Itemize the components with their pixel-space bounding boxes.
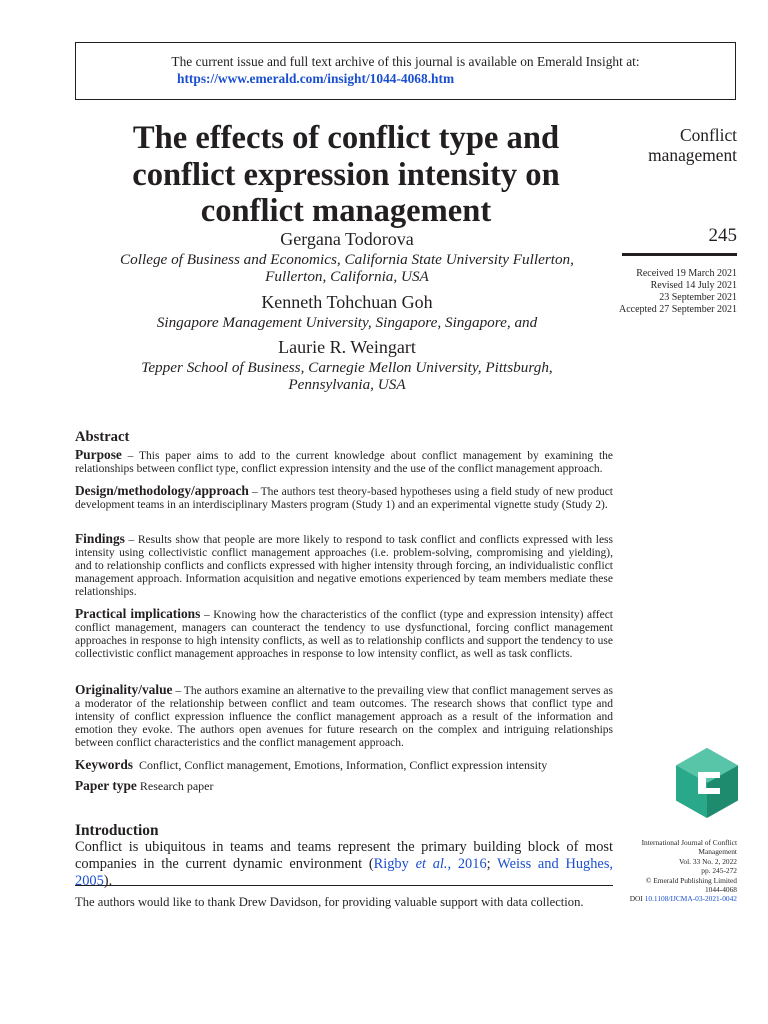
journal-info (600, 838, 737, 904)
section-label: Purpose (75, 447, 122, 462)
running-head-line: management (648, 145, 737, 165)
info-line: Vol. 33 No. 2, 2022 (679, 856, 737, 866)
section-text: – Knowing how the characteristics of the conflict (type and expression intensity) affect conflict management, managers can counteract the tendency to use dysfunctional, forcing conflict management approaches in response to high intensity conflicts, as well as to relationship conflicts and support the tendency to use collectivistic conflict management approaches in response to low intensity conflict, as well as task conflicts. (75, 609, 613, 660)
info-line: pp. 245-272 (701, 866, 737, 876)
cite-etal: et al. (415, 856, 448, 872)
citation-weiss-hughes[interactable]: Weiss and Hughes, 2005 (75, 856, 614, 889)
running-head (600, 125, 737, 165)
paper-title (78, 120, 614, 230)
citation-rigby[interactable] (374, 856, 487, 872)
abstract-heading: Abstract (75, 429, 130, 445)
abstract-design (75, 484, 613, 512)
journal-url-link[interactable]: https://www.emerald.com/insight/1044-4068.htm (177, 71, 455, 86)
section-text: – This paper aims to add to the current knowledge about conflict management by examining the relationships between conflict type, conflict expression intensity and the use of the conflict management approach. (75, 450, 613, 475)
doi-link[interactable]: 10.1108/IJCMA-03-2021-0042 (644, 894, 737, 904)
author-name: Gergana Todorova (280, 229, 414, 249)
doi-line (600, 894, 737, 903)
section-text: – Results show that people are more likely to respond to task conflict and conflicts expressed with less intensity using collectivistic conflict management approaches (i.e. problem-solving, compromising and yielding), and to relationship conflicts and conflicts expressed with higher intensity through forcing, an individualistic conflict management approach. Information acquisition and negative emotions experienced by team members mediate these relationships. (75, 534, 613, 598)
section-text: – The authors test theory-based hypotheses using a field study of new product development teams in an interdisciplinary Masters program (Study 1) and an experimental vignette study (Study 2). (75, 486, 613, 511)
paper-type (75, 778, 613, 794)
title-line: The effects of conflict type and (132, 120, 560, 156)
date-line: Revised 14 July 2021 (650, 280, 737, 291)
affiliation-line: College of Business and Economics, California State University Fullerton, (120, 251, 574, 268)
submission-dates (600, 268, 737, 316)
paper-type-label: Paper type (75, 778, 137, 793)
title-line: conflict expression intensity on (132, 156, 560, 193)
date-line: 23 September 2021 (659, 292, 737, 303)
affiliation-line: Fullerton, California, USA (265, 268, 429, 285)
info-line: © Emerald Publishing Limited (645, 875, 737, 885)
title-line: conflict management (200, 193, 492, 230)
author-name: Laurie R. Weingart (278, 337, 416, 357)
footnote-rule (75, 885, 613, 886)
abstract-purpose (75, 448, 613, 476)
section-label: Originality/value (75, 682, 173, 697)
access-notice: The current issue and full text archive of this journal is available on Emerald Insight at: (171, 54, 640, 69)
date-line: Received 19 March 2021 (636, 268, 737, 279)
author-affiliation (100, 359, 594, 393)
intro-text: Conflict is ubiquitous in teams and teams represent the primary building block of most companies in the current dynamic environment ( (75, 839, 613, 872)
author-affiliation (100, 251, 594, 285)
author-affiliation (100, 314, 594, 331)
info-line: Management (698, 847, 737, 857)
affiliation-line: Pennsylvania, USA (288, 376, 406, 393)
date-line: Accepted 27 September 2021 (618, 304, 737, 315)
section-label: Design/methodology/approach (75, 483, 249, 498)
cite-year: , 2016 (447, 856, 487, 872)
info-line: International Journal of Conflict (641, 838, 737, 847)
introduction-paragraph (75, 839, 613, 890)
keywords-text: Conflict, Conflict management, Emotions, Information, Conflict expression intensity (139, 758, 548, 772)
sidebar-rule (622, 253, 737, 256)
intro-text-end: ). (103, 873, 113, 889)
running-head-line: Conflict (680, 125, 737, 145)
page-number: 245 (708, 225, 737, 246)
emerald-logo-icon (676, 748, 738, 818)
section-label: Findings (75, 531, 125, 546)
affiliation-line: Singapore Management University, Singapore, Singapore, and (156, 314, 538, 331)
keywords-label: Keywords (75, 757, 134, 772)
section-text: – The authors examine an alternative to the prevailing view that conflict management serves as a moderator of the relationship between conflict and team outcomes. The research shows that conflict type and intensity of conflict expression influence the conflict management approach as a result of the information and emotion they evoke. The authors open avenues for future research on the complex and intriguing relationships between conflict characteristics and the conflict management approach. (75, 685, 613, 749)
introduction-heading: Introduction (75, 822, 159, 839)
abstract-originality (75, 683, 613, 750)
info-line: 1044-4068 (704, 885, 737, 895)
acknowledgement-footnote: The authors would like to thank Drew Davidson, for providing valuable support with data collection. (75, 895, 584, 909)
doi-label: DOI (629, 894, 643, 904)
keywords (75, 757, 613, 773)
section-label: Practical implications (75, 606, 201, 621)
journal-access-box (75, 42, 736, 100)
cite-author: Rigby (373, 856, 416, 872)
affiliation-line: Tepper School of Business, Carnegie Mellon University, Pittsburgh, (141, 359, 553, 376)
paper-type-text: Research paper (139, 779, 214, 793)
author-name: Kenneth Tohchuan Goh (261, 292, 433, 312)
abstract-findings (75, 532, 613, 599)
abstract-practical-implications (75, 607, 613, 661)
cite-separator: ; (486, 856, 498, 872)
